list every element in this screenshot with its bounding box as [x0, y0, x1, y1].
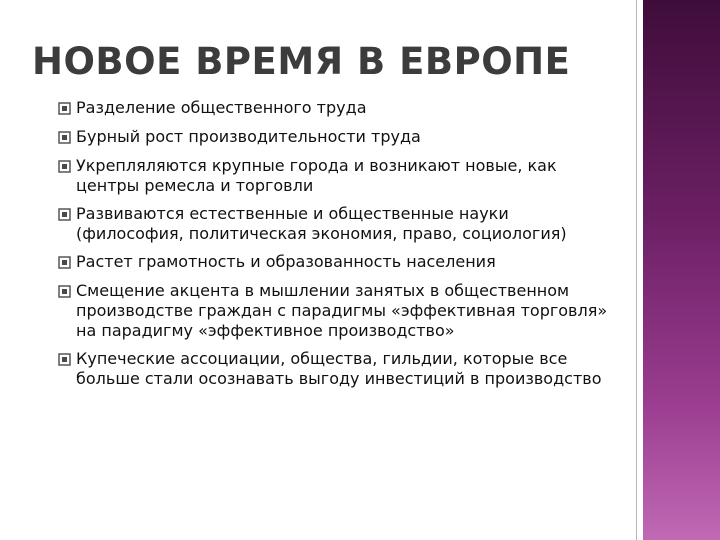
list-item	[55, 281, 615, 341]
bullet-text: Развиваются естественные и общественные науки (философия, политическая экономия, право, социология)	[76, 204, 567, 243]
decorative-sidebar	[643, 0, 720, 540]
list-item	[55, 156, 615, 196]
square-target-bullet-icon	[55, 205, 75, 225]
bullet-text: Бурный рост производительности труда	[76, 127, 421, 146]
list-item	[55, 204, 615, 244]
list-item	[55, 98, 615, 119]
bullet-text: Разделение общественного труда	[76, 98, 367, 117]
list-item	[55, 127, 615, 148]
bullet-text: Смещение акцента в мышлении занятых в общественном производстве граждан с парадигмы «эффективная торговля» на парадигму «эффективное производство»	[76, 281, 608, 340]
list-item	[55, 349, 615, 389]
square-target-bullet-icon	[55, 282, 75, 302]
bullet-text: Купеческие ассоциации, общества, гильдии, которые все больше стали осознавать выгоду инвестиций в производство	[76, 349, 602, 388]
square-target-bullet-icon	[55, 350, 75, 370]
square-target-bullet-icon	[55, 157, 75, 177]
bullet-text: Растет грамотность и образованность населения	[76, 252, 496, 271]
sidebar-divider	[636, 0, 637, 540]
square-target-bullet-icon	[55, 128, 75, 148]
list-item	[55, 252, 615, 273]
square-target-bullet-icon	[55, 99, 75, 119]
slide-title: НОВОЕ ВРЕМЯ В ЕВРОПЕ	[32, 40, 571, 83]
bullet-text: Укрепляляются крупные города и возникают новые, как центры ремесла и торговли	[76, 156, 557, 195]
square-target-bullet-icon	[55, 253, 75, 273]
bullet-list	[55, 98, 615, 397]
